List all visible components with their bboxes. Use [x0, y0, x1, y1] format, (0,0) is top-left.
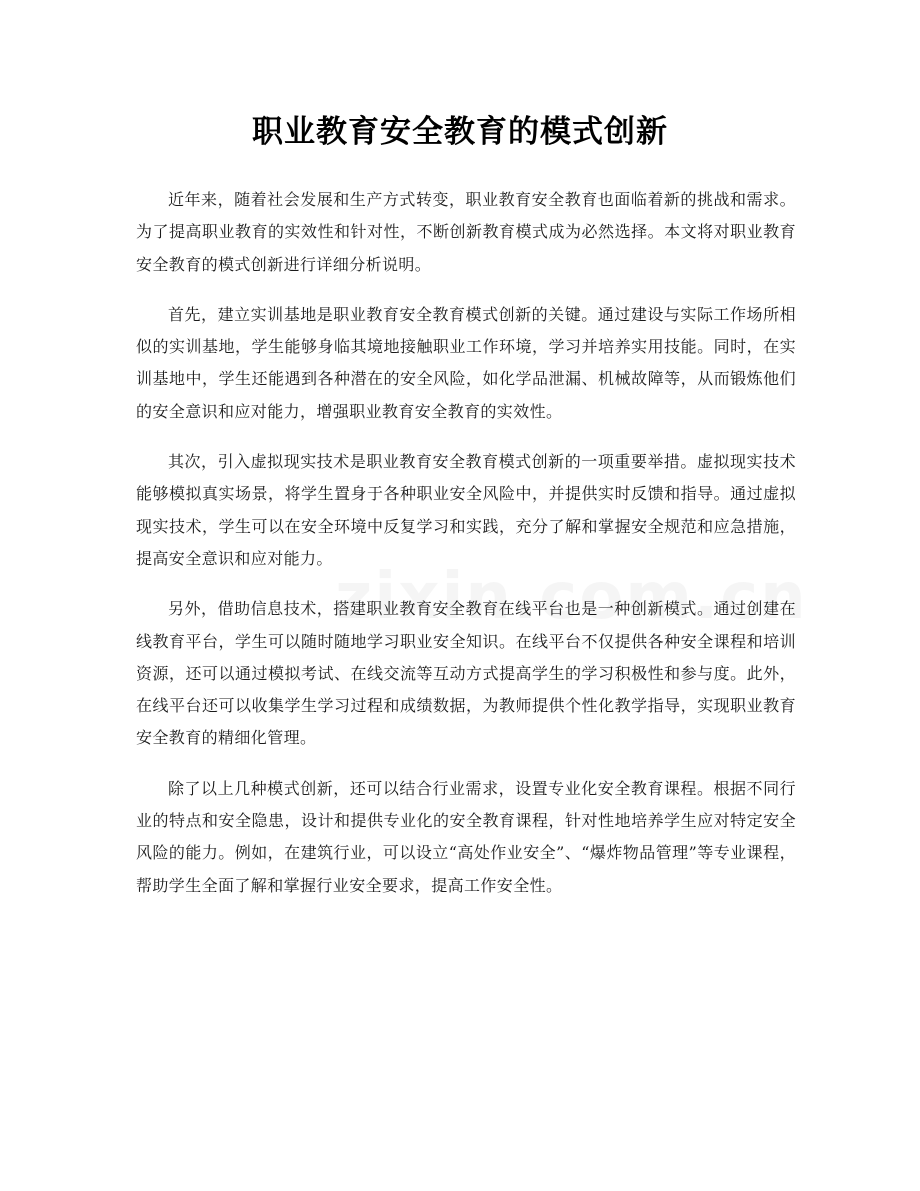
- paragraph-online-platform: 另外，借助信息技术，搭建职业教育安全教育在线平台也是一种创新模式。通过创建在线教育平台，学生可以随时随地学习职业安全知识。在线平台不仅提供各种安全课程和培训资源，还可以通过模拟考试、在线交流等互动方式提高学生的学习积极性和参与度。此外，在线平台还可以收集学生学习过程和成绩数据，为教师提供个性化教学指导，实现职业教育安全教育的精细化管理。: [136, 599, 796, 748]
- paragraph-virtual-reality: 其次，引入虚拟现实技术是职业教育安全教育模式创新的一项重要举措。虚拟现实技术能够模拟真实场景，将学生置身于各种职业安全风险中，并提供实时反馈和指导。通过虚拟现实技术，学生可以在安全环境中反复学习和实践，充分了解和掌握安全规范和应急措施，提高安全意识和应对能力。: [136, 452, 796, 568]
- paragraph-intro: 近年来，随着社会发展和生产方式转变，职业教育安全教育也面临着新的挑战和需求。为了提高职业教育的实效性和针对性，不断创新教育模式成为必然选择。本文将对职业教育安全教育的模式创新进行详细分析说明。: [136, 190, 796, 274]
- document-title: 职业教育安全教育的模式创新: [252, 114, 668, 150]
- paragraph-training-base: 首先，建立实训基地是职业教育安全教育模式创新的关键。通过建设与实际工作场所相似的实训基地，学生能够身临其境地接触职业工作环境，学习并培养实用技能。同时，在实训基地中，学生还能遇到各种潜在的安全风险，如化学品泄漏、机械故障等，从而锻炼他们的安全意识和应对能力，增强职业教育安全教育的实效性。: [136, 304, 796, 421]
- document-body: [136, 184, 796, 920]
- paragraph-specialized-courses: 除了以上几种模式创新，还可以结合行业需求，设置专业化安全教育课程。根据不同行业的特点和安全隐患，设计和提供专业化的安全教育课程，针对性地培养学生应对特定安全风险的能力。例如，在建筑行业，可以设立“高处作业安全”、“爆炸物品管理”等专业课程，帮助学生全面了解和掌握行业安全要求，提高工作安全性。: [136, 778, 796, 895]
